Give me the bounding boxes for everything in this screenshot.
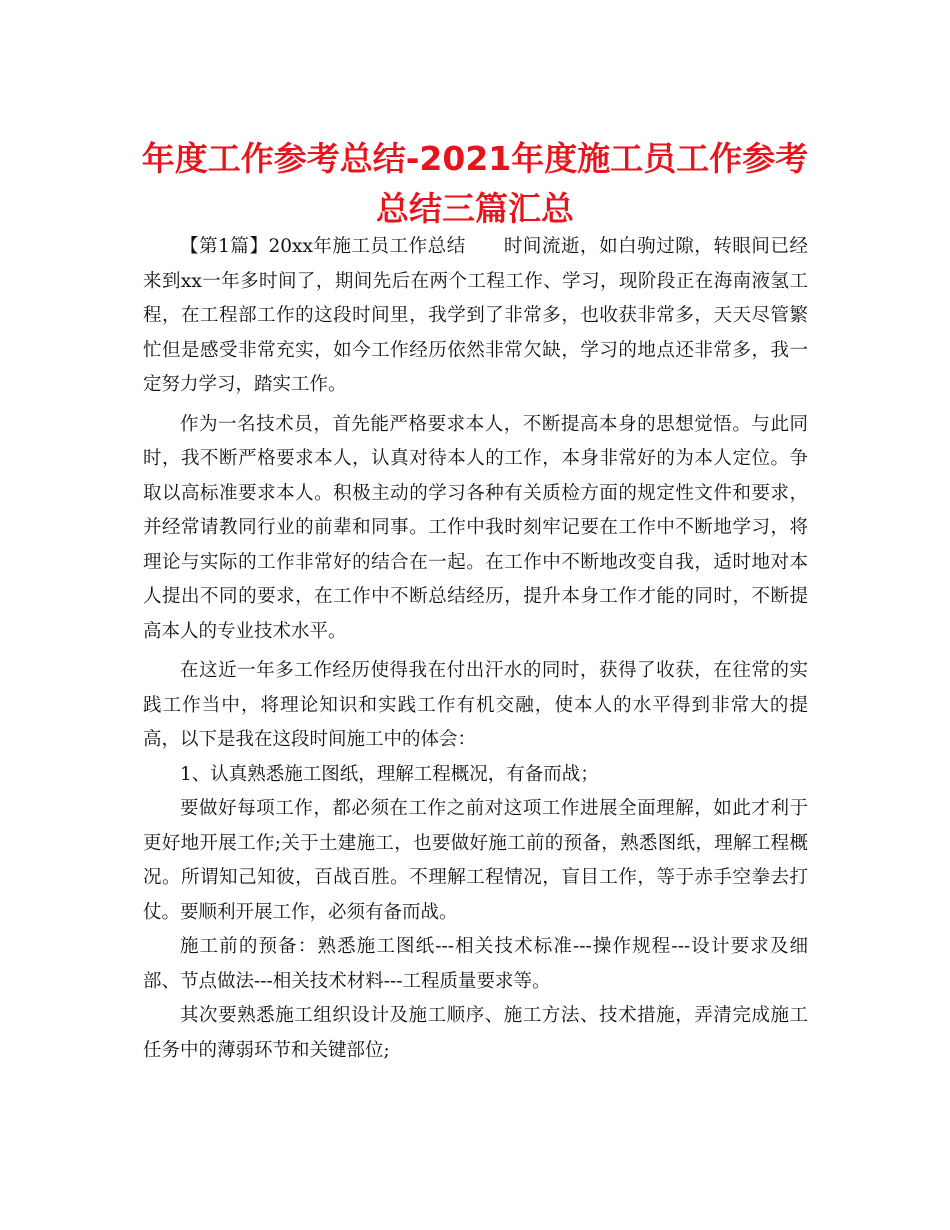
paragraph-2: 作为一名技术员，首先能严格要求本人，不断提高本身的思想觉悟。与此同时，我不断严格要求本人，认真对待本人的工作，本身非常好的为本人定位。争取以高标准要求本人。积极主动的学习各种有关质检方面的规定性文件和要求，并经常请教同行业的前辈和同事。工作中我时刻牢记要在工作中不断地学习，将理论与实际的工作非常好的结合在一起。在工作中不断地改变自我，适时地对本人提出不同的要求，在工作中不断总结经历，提升本身工作才能的同时，不断提高本人的专业技术水平。	[143, 413, 808, 642]
paragraph-6: 施工前的预备：熟悉施工图纸---相关技术标准---操作规程---设计要求及细部、节点做法---相关技术材料---工程质量要求等。	[143, 936, 808, 992]
paragraph-1: 【第1篇】20xx年施工员工作总结 时间流逝，如白驹过隙，转眼间已经来到xx一年多时间了，期间先后在两个工程工作、学习，现阶段正在海南液氢工程，在工程部工作的这段时间里，我学到了非常多，也收获非常多，天天尽管繁忙但是感受非常充实，如今工作经历依然非常欠缺，学习的地点还非常多，我一定努力学习，踏实工作。	[143, 236, 808, 395]
paragraph-7: 其次要熟悉施工组织设计及施工顺序、施工方法、技术措施，弄清完成施工任务中的薄弱环节和关键部位;	[143, 1005, 808, 1061]
paragraph-3: 在这近一年多工作经历使得我在付出汗水的同时，获得了收获，在往常的实践工作当中，将理论知识和实践工作有机交融，使本人的水平得到非常大的提高，以下是我在这段时间施工中的体会：	[143, 660, 808, 750]
paragraph-4: 1、认真熟悉施工图纸，理解工程概况，有备而战；	[180, 763, 599, 785]
document-body	[143, 230, 808, 1068]
document-title: 年度工作参考总结-2021年度施工员工作参考总结三篇汇总	[141, 139, 809, 228]
paragraph-5: 要做好每项工作，都必须在工作之前对这项工作进展全面理解，如此才利于更好地开展工作;关于土建施工，也要做好施工前的预备，熟悉图纸，理解工程概况。所谓知己知彼，百战百胜。不理解工程情况，盲目工作，等于赤手空拳去打仗。要顺利开展工作，必须有备而战。	[143, 798, 808, 923]
